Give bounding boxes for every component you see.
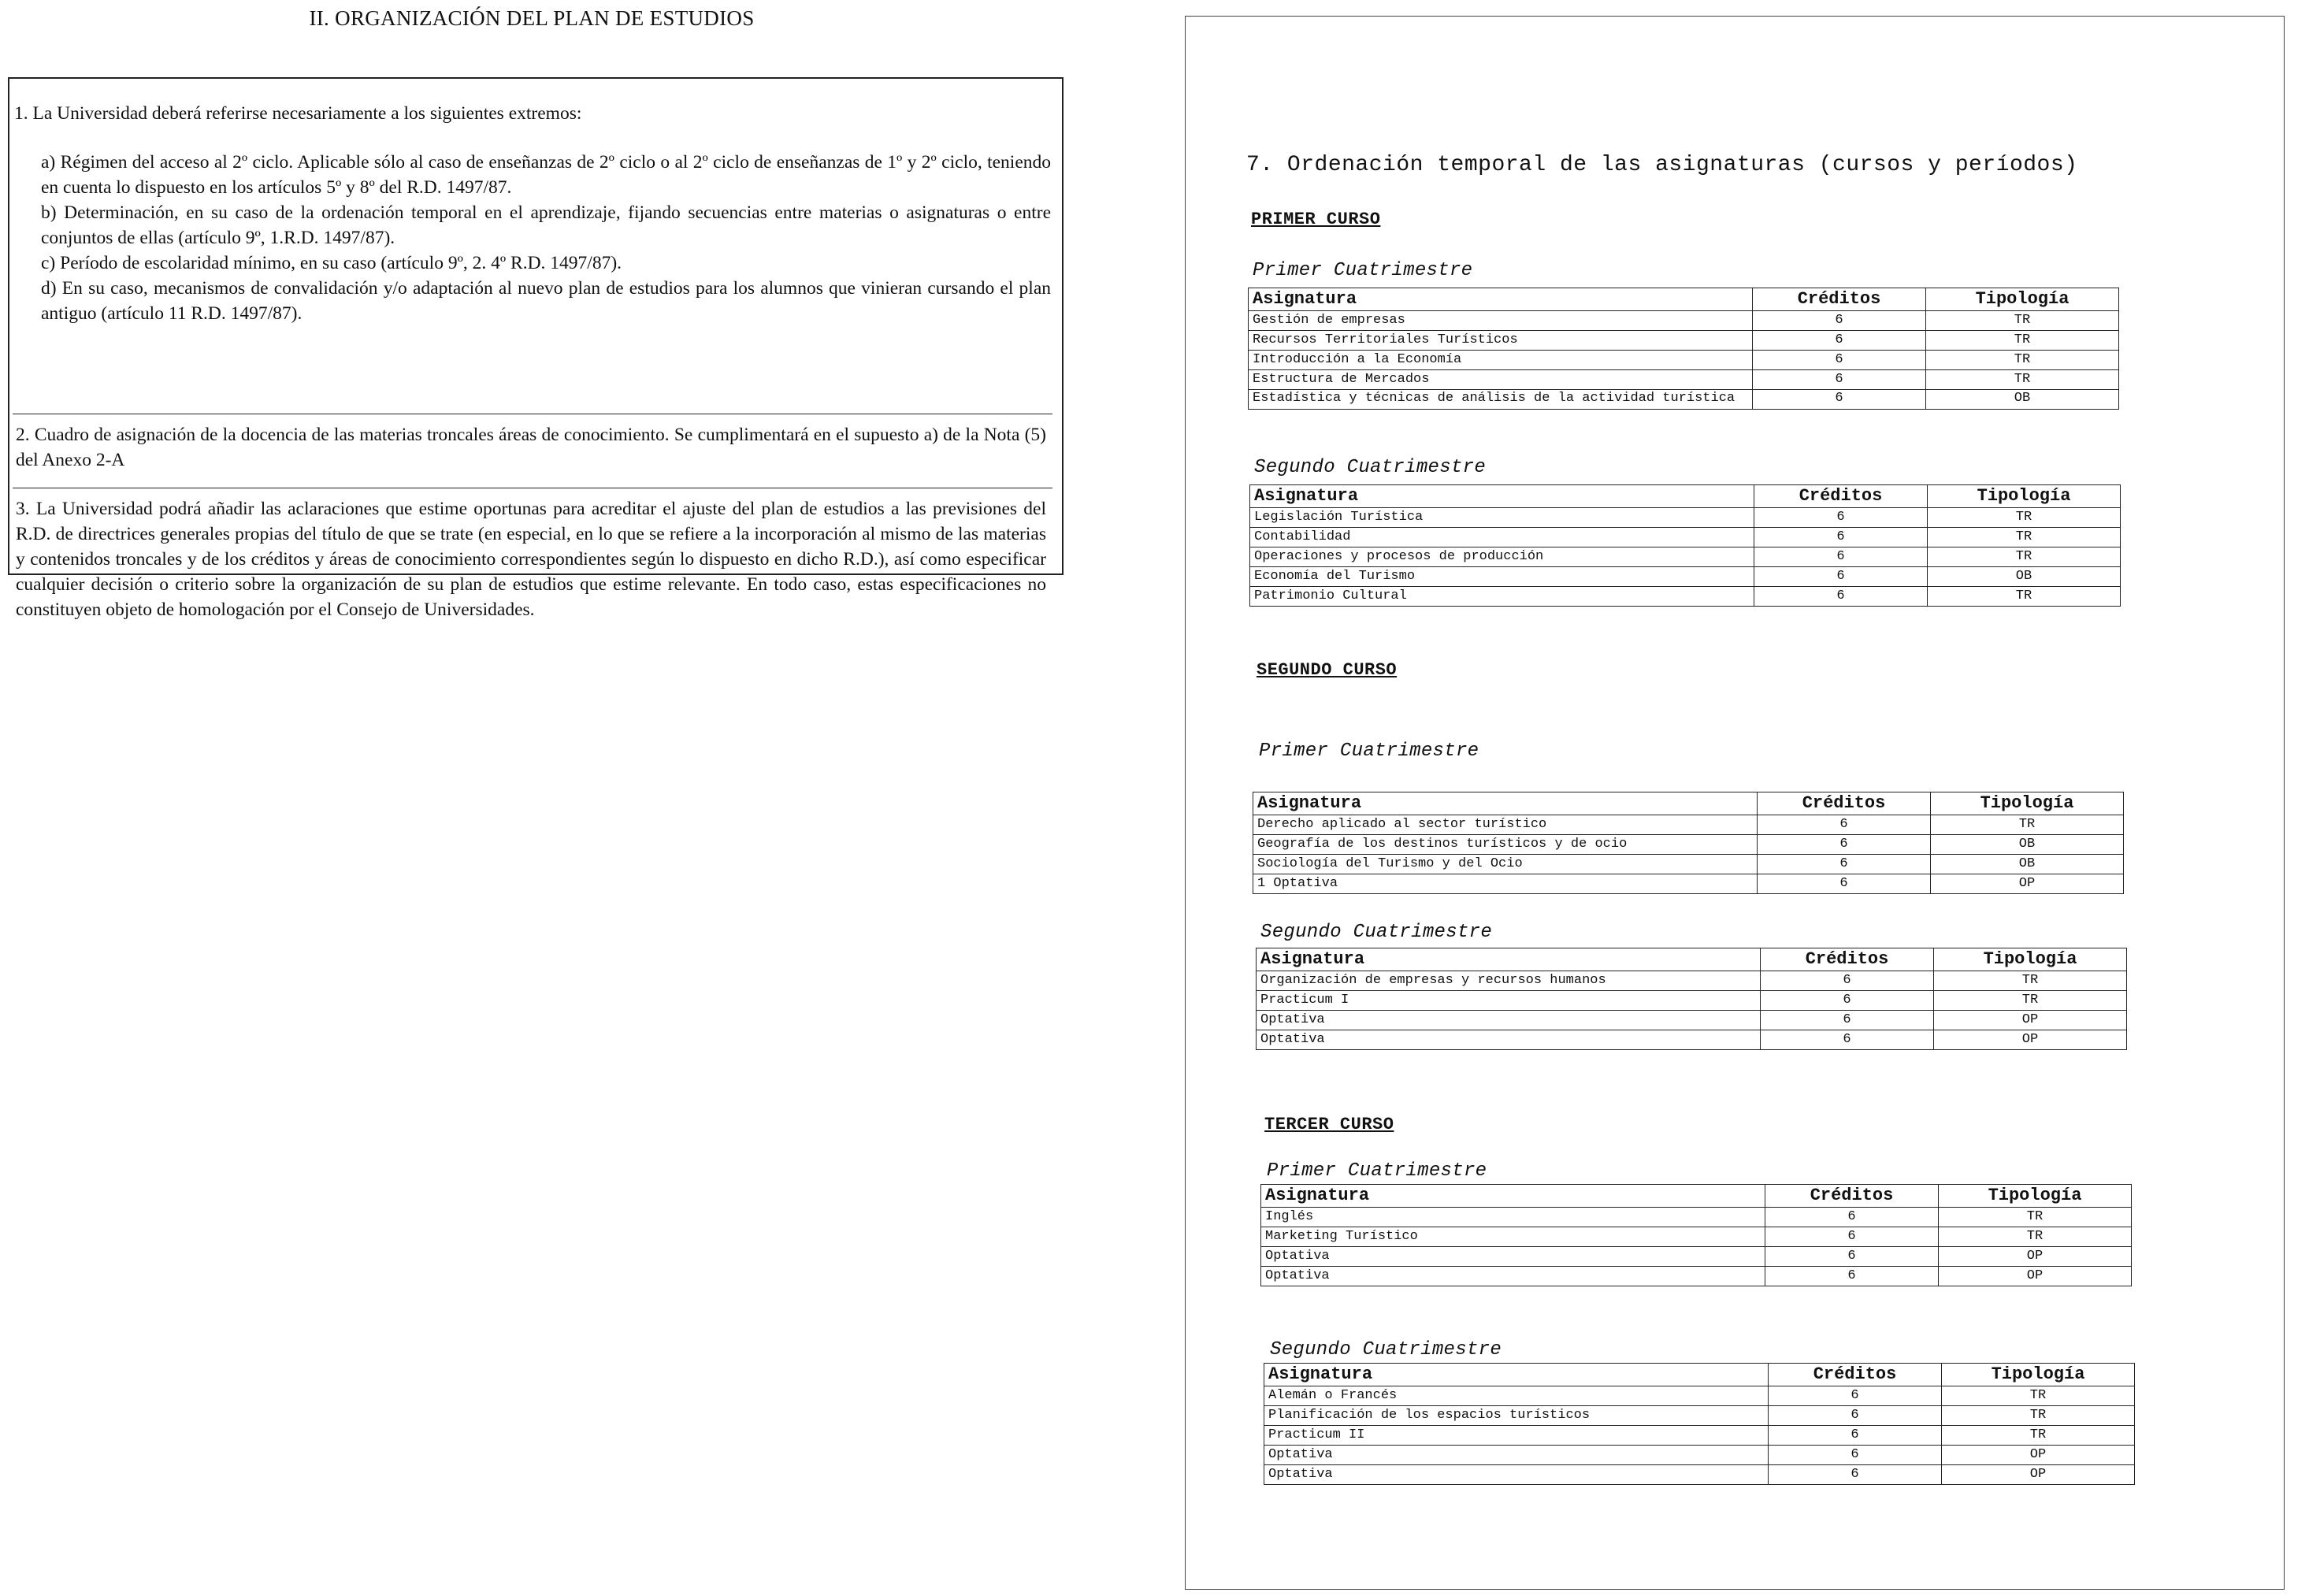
table-row <box>1264 1446 2135 1465</box>
cuatri-label-3-1: Primer Cuatrimestre <box>1267 1160 1487 1182</box>
table-row <box>1249 370 2119 390</box>
header-creditos: Créditos <box>1769 1364 1942 1386</box>
header-tipologia: Tipología <box>1942 1364 2135 1386</box>
cell-creditos: 6 <box>1765 1247 1939 1267</box>
header-asignatura: Asignatura <box>1264 1364 1769 1386</box>
header-tipologia: Tipología <box>1934 948 2127 971</box>
header-creditos: Créditos <box>1761 948 1934 971</box>
cuatri-label-2-2: Segundo Cuatrimestre <box>1260 922 1493 943</box>
header-creditos: Créditos <box>1758 792 1931 815</box>
cell-tipologia: OP <box>1934 1030 2127 1050</box>
cell-asignatura: Economía del Turismo <box>1250 567 1754 587</box>
cell-tipologia: TR <box>1942 1386 2135 1406</box>
table-row <box>1249 351 2119 370</box>
cell-asignatura: Introducción a la Economía <box>1249 351 1753 370</box>
section-2 <box>13 414 1052 473</box>
cell-tipologia: TR <box>1926 311 2119 331</box>
table-header-row <box>1264 1364 2135 1386</box>
cell-tipologia: TR <box>1939 1208 2132 1227</box>
header-asignatura: Asignatura <box>1253 792 1758 815</box>
cell-tipologia: TR <box>1928 587 2121 607</box>
cell-creditos: 6 <box>1761 1030 1934 1050</box>
table-header-row <box>1249 288 2119 311</box>
cell-tipologia: OP <box>1942 1465 2135 1485</box>
section-1-items <box>41 150 1051 326</box>
table-curso3-cuatri1 <box>1260 1184 2132 1286</box>
cell-creditos: 6 <box>1753 390 1926 410</box>
cell-creditos: 6 <box>1754 587 1928 607</box>
section-3 <box>13 488 1052 622</box>
table-row <box>1261 1267 2132 1286</box>
cell-asignatura: Optativa <box>1257 1030 1761 1050</box>
table-row <box>1250 508 2121 528</box>
table-header-row <box>1250 485 2121 508</box>
cell-asignatura: Patrimonio Cultural <box>1250 587 1754 607</box>
table-row <box>1253 815 2124 835</box>
section-3-text: 3. La Universidad podrá añadir las aclaraciones que estime oportunas para acreditar el ajuste del plan de estudios a las previsiones del R.D. de directrices generales propias del título de que se trate (en especial, en lo que se refiere a la incorporación al mismo de las materias y contenidos troncales y de los créditos y áreas de conocimiento correspondientes según lo dispuesto en dicho R.D.), así como especificar cualquier decisión o criterio sobre la organización de su plan de estudios que estime relevante. En todo caso, estas especificaciones no constituyen objeto de homologación por el Consejo de Universidades. <box>16 499 1046 620</box>
table-row <box>1264 1426 2135 1446</box>
cell-tipologia: TR <box>1939 1227 2132 1247</box>
table-row <box>1249 311 2119 331</box>
table-curso2-cuatri1 <box>1253 792 2124 894</box>
cell-tipologia: TR <box>1928 528 2121 547</box>
header-asignatura: Asignatura <box>1250 485 1754 508</box>
table-row <box>1249 331 2119 351</box>
cell-creditos: 6 <box>1769 1446 1942 1465</box>
cell-tipologia: OP <box>1939 1267 2132 1286</box>
cell-creditos: 6 <box>1769 1386 1942 1406</box>
table-row <box>1257 1011 2127 1030</box>
cell-asignatura: Practicum I <box>1257 991 1761 1011</box>
table-row <box>1249 390 2119 410</box>
cell-asignatura: Optativa <box>1261 1247 1765 1267</box>
table-row <box>1264 1465 2135 1485</box>
cell-creditos: 6 <box>1758 835 1931 855</box>
table-header-row <box>1257 948 2127 971</box>
header-creditos: Créditos <box>1765 1185 1939 1208</box>
cell-creditos: 6 <box>1758 855 1931 874</box>
cell-tipologia: TR <box>1942 1406 2135 1426</box>
cell-creditos: 6 <box>1753 311 1926 331</box>
item-c: c) Período de escolaridad mínimo, en su caso (artículo 9º, 2. 4º R.D. 1497/87). <box>41 253 622 273</box>
table-row <box>1264 1386 2135 1406</box>
cell-asignatura: Optativa <box>1264 1465 1769 1485</box>
table-row <box>1257 991 2127 1011</box>
left-page-title: II. ORGANIZACIÓN DEL PLAN DE ESTUDIOS <box>309 6 755 30</box>
cuatri-label-1-1: Primer Cuatrimestre <box>1253 260 1473 281</box>
cell-tipologia: OP <box>1931 874 2124 894</box>
cell-creditos: 6 <box>1758 874 1931 894</box>
table-row <box>1250 587 2121 607</box>
cell-tipologia: OB <box>1931 855 2124 874</box>
cell-tipologia: TR <box>1928 547 2121 567</box>
table-row <box>1257 971 2127 991</box>
table-row <box>1250 528 2121 547</box>
section-1-intro <box>14 101 1052 126</box>
item-b: b) Determinación, en su caso de la ordenación temporal en el aprendizaje, fijando secuencias entre materias o asignaturas o entre conjuntos de ellas (artículo 9º, 1.R.D. 1497/87). <box>41 202 1051 248</box>
cell-asignatura: Recursos Territoriales Turísticos <box>1249 331 1753 351</box>
cell-asignatura: Contabilidad <box>1250 528 1754 547</box>
table-row <box>1257 1030 2127 1050</box>
header-asignatura: Asignatura <box>1261 1185 1765 1208</box>
cell-asignatura: Planificación de los espacios turísticos <box>1264 1406 1769 1426</box>
header-asignatura: Asignatura <box>1257 948 1761 971</box>
cell-asignatura: Practicum II <box>1264 1426 1769 1446</box>
curso-title-tercer: TERCER CURSO <box>1264 1115 1394 1134</box>
cell-creditos: 6 <box>1761 991 1934 1011</box>
header-tipologia: Tipología <box>1939 1185 2132 1208</box>
cell-asignatura: Alemán o Francés <box>1264 1386 1769 1406</box>
ordenacion-heading: 7. Ordenación temporal de las asignaturas (cursos y períodos) <box>1246 153 2078 177</box>
cell-tipologia: OP <box>1934 1011 2127 1030</box>
cell-asignatura: Optativa <box>1261 1267 1765 1286</box>
cuatri-label-3-2: Segundo Cuatrimestre <box>1270 1339 1502 1360</box>
section-1-intro-text: 1. La Universidad deberá referirse necesariamente a los siguientes extremos: <box>14 103 582 124</box>
cell-tipologia: TR <box>1942 1426 2135 1446</box>
cell-asignatura: Sociología del Turismo y del Ocio <box>1253 855 1758 874</box>
cell-creditos: 6 <box>1769 1465 1942 1485</box>
cell-asignatura: Estructura de Mercados <box>1249 370 1753 390</box>
cell-tipologia: TR <box>1926 351 2119 370</box>
header-creditos: Créditos <box>1754 485 1928 508</box>
table-curso3-cuatri2 <box>1264 1363 2135 1485</box>
table-row <box>1261 1247 2132 1267</box>
cell-tipologia: OB <box>1928 567 2121 587</box>
cell-tipologia: TR <box>1931 815 2124 835</box>
cell-asignatura: Estadística y técnicas de análisis de la actividad turística <box>1249 390 1753 410</box>
cell-creditos: 6 <box>1765 1208 1939 1227</box>
cell-asignatura: Operaciones y procesos de producción <box>1250 547 1754 567</box>
cell-creditos: 6 <box>1761 971 1934 991</box>
header-tipologia: Tipología <box>1928 485 2121 508</box>
table-row <box>1261 1227 2132 1247</box>
table-row <box>1250 567 2121 587</box>
cuatri-label-1-2: Segundo Cuatrimestre <box>1254 457 1487 478</box>
cell-tipologia: TR <box>1934 971 2127 991</box>
cell-creditos: 6 <box>1769 1426 1942 1446</box>
cell-tipologia: OP <box>1939 1247 2132 1267</box>
cell-creditos: 6 <box>1758 815 1931 835</box>
cell-creditos: 6 <box>1754 528 1928 547</box>
cell-asignatura: Organización de empresas y recursos humanos <box>1257 971 1761 991</box>
table-curso1-cuatri1 <box>1248 288 2119 410</box>
cell-asignatura: 1 Optativa <box>1253 874 1758 894</box>
cell-creditos: 6 <box>1769 1406 1942 1426</box>
cell-tipologia: TR <box>1926 331 2119 351</box>
header-tipologia: Tipología <box>1926 288 2119 311</box>
cell-tipologia: OB <box>1926 390 2119 410</box>
instructions-box <box>8 77 1064 620</box>
cell-asignatura: Derecho aplicado al sector turístico <box>1253 815 1758 835</box>
table-row <box>1264 1406 2135 1426</box>
cell-creditos: 6 <box>1754 567 1928 587</box>
header-asignatura: Asignatura <box>1249 288 1753 311</box>
cell-creditos: 6 <box>1765 1267 1939 1286</box>
header-tipologia: Tipología <box>1931 792 2124 815</box>
item-a: a) Régimen del acceso al 2º ciclo. Aplicable sólo al caso de enseñanzas de 2º ciclo o al 2º ciclo de enseñanzas de 1º y 2º ciclo, teniendo en cuenta lo dispuesto en los artículos 5º y 8º del R.D. 1497/87. <box>41 152 1051 198</box>
curso-title-segundo: SEGUNDO CURSO <box>1257 660 1398 680</box>
cell-tipologia: OP <box>1942 1446 2135 1465</box>
cuatri-label-2-1: Primer Cuatrimestre <box>1259 740 1479 762</box>
cell-asignatura: Optativa <box>1257 1011 1761 1030</box>
table-header-row <box>1261 1185 2132 1208</box>
cell-asignatura: Gestión de empresas <box>1249 311 1753 331</box>
table-row <box>1250 547 2121 567</box>
cell-asignatura: Marketing Turístico <box>1261 1227 1765 1247</box>
cell-tipologia: TR <box>1934 991 2127 1011</box>
cell-creditos: 6 <box>1753 351 1926 370</box>
cell-asignatura: Legislación Turística <box>1250 508 1754 528</box>
table-row <box>1261 1208 2132 1227</box>
cell-creditos: 6 <box>1761 1011 1934 1030</box>
table-row <box>1253 874 2124 894</box>
cell-asignatura: Optativa <box>1264 1446 1769 1465</box>
cell-creditos: 6 <box>1754 547 1928 567</box>
cell-tipologia: TR <box>1928 508 2121 528</box>
cell-creditos: 6 <box>1765 1227 1939 1247</box>
table-row <box>1253 855 2124 874</box>
cell-creditos: 6 <box>1753 370 1926 390</box>
table-curso1-cuatri2 <box>1249 484 2121 607</box>
cell-tipologia: OB <box>1931 835 2124 855</box>
cell-asignatura: Geografía de los destinos turísticos y de ocio <box>1253 835 1758 855</box>
cell-tipologia: TR <box>1926 370 2119 390</box>
curso-title-primer: PRIMER CURSO <box>1251 210 1381 229</box>
header-creditos: Créditos <box>1753 288 1926 311</box>
cell-creditos: 6 <box>1753 331 1926 351</box>
item-d: d) En su caso, mecanismos de convalidación y/o adaptación al nuevo plan de estudios para los alumnos que vinieran cursando el plan antiguo (artículo 11 R.D. 1497/87). <box>41 278 1051 324</box>
cell-creditos: 6 <box>1754 508 1928 528</box>
table-row <box>1253 835 2124 855</box>
table-header-row <box>1253 792 2124 815</box>
section-2-text: 2. Cuadro de asignación de la docencia de las materias troncales áreas de conocimiento. Se cumplimentará en el supuesto a) de la Nota (5) del Anexo 2-A <box>16 425 1046 470</box>
table-curso2-cuatri2 <box>1256 948 2127 1050</box>
cell-asignatura: Inglés <box>1261 1208 1765 1227</box>
